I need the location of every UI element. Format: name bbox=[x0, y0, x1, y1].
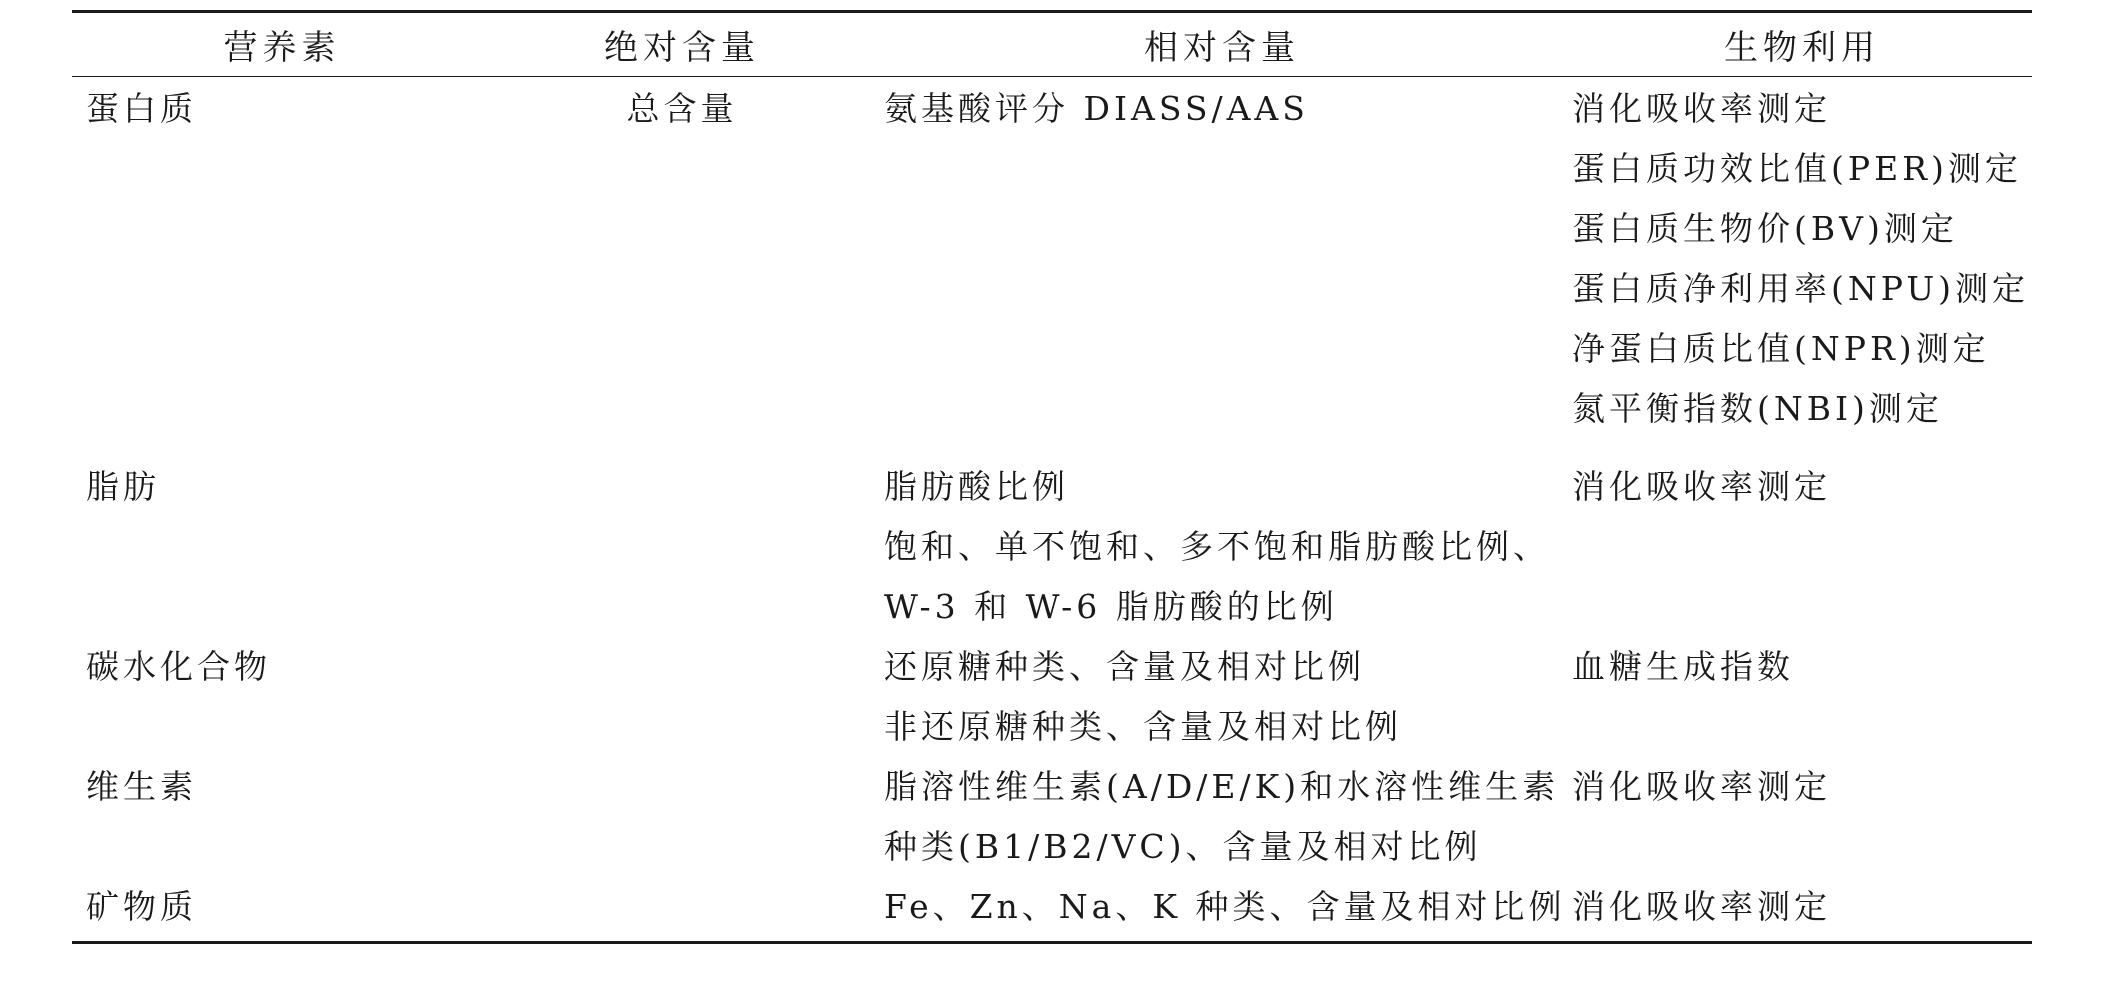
absolute-cell bbox=[492, 637, 872, 697]
bio-line: 氮平衡指数(NBI)测定 bbox=[1572, 389, 1943, 428]
bio-line: 消化吸收率测定 bbox=[1572, 767, 1831, 806]
bio-line: 消化吸收率测定 bbox=[1572, 887, 1831, 926]
bio-line: 消化吸收率测定 bbox=[1572, 467, 1831, 506]
header-relative-content: 相对含量 bbox=[1144, 28, 1300, 68]
nutrient-cell: 碳水化合物 bbox=[86, 647, 271, 686]
nutrient-evaluation-table bbox=[72, 10, 2032, 944]
bio-line: 消化吸收率测定 bbox=[1572, 89, 1831, 128]
relative-line: 还原糖种类、含量及相对比例 bbox=[884, 647, 1365, 686]
bio-line: 血糖生成指数 bbox=[1572, 647, 1794, 686]
table-row bbox=[72, 457, 2032, 637]
bio-line: 蛋白质生物价(BV)测定 bbox=[1572, 209, 1958, 248]
absolute-cell bbox=[492, 757, 872, 817]
relative-line: Fe、Zn、Na、K 种类、含量及相对比例 bbox=[884, 887, 1566, 926]
relative-line: 种类(B1/B2/VC)、含量及相对比例 bbox=[884, 827, 1482, 866]
table-row bbox=[72, 757, 2032, 877]
table-row bbox=[72, 637, 2032, 757]
bio-line: 净蛋白质比值(NPR)测定 bbox=[1572, 329, 1990, 368]
nutrient-cell: 脂肪 bbox=[86, 467, 160, 506]
relative-line: W-3 和 W-6 脂肪酸的比例 bbox=[884, 587, 1338, 626]
relative-line: 非还原糖种类、含量及相对比例 bbox=[884, 707, 1402, 746]
relative-line: 脂肪酸比例 bbox=[884, 467, 1069, 506]
absolute-cell: 总含量 bbox=[626, 89, 738, 128]
nutrient-cell: 矿物质 bbox=[86, 887, 197, 926]
table-row bbox=[72, 79, 2032, 439]
table-row bbox=[72, 877, 2032, 937]
bio-line: 蛋白质净利用率(NPU)测定 bbox=[1572, 269, 2030, 308]
absolute-cell bbox=[492, 877, 872, 937]
table-body bbox=[72, 77, 2032, 941]
relative-line: 脂溶性维生素(A/D/E/K)和水溶性维生素 bbox=[884, 767, 1560, 806]
relative-line: 饱和、单不饱和、多不饱和脂肪酸比例、 bbox=[884, 527, 1550, 566]
header-bio-utilization: 生物利用 bbox=[1724, 28, 1880, 68]
relative-line: 氨基酸评分 DIASS/AAS bbox=[884, 89, 1309, 128]
header-absolute-content: 绝对含量 bbox=[604, 28, 760, 68]
nutrient-cell: 蛋白质 bbox=[86, 89, 197, 128]
bio-line: 蛋白质功效比值(PER)测定 bbox=[1572, 149, 2022, 188]
nutrient-cell: 维生素 bbox=[86, 767, 197, 806]
header-row bbox=[72, 13, 2032, 76]
bottom-rule bbox=[72, 941, 2032, 944]
header-nutrient: 营养素 bbox=[223, 28, 341, 68]
absolute-cell bbox=[492, 457, 872, 517]
